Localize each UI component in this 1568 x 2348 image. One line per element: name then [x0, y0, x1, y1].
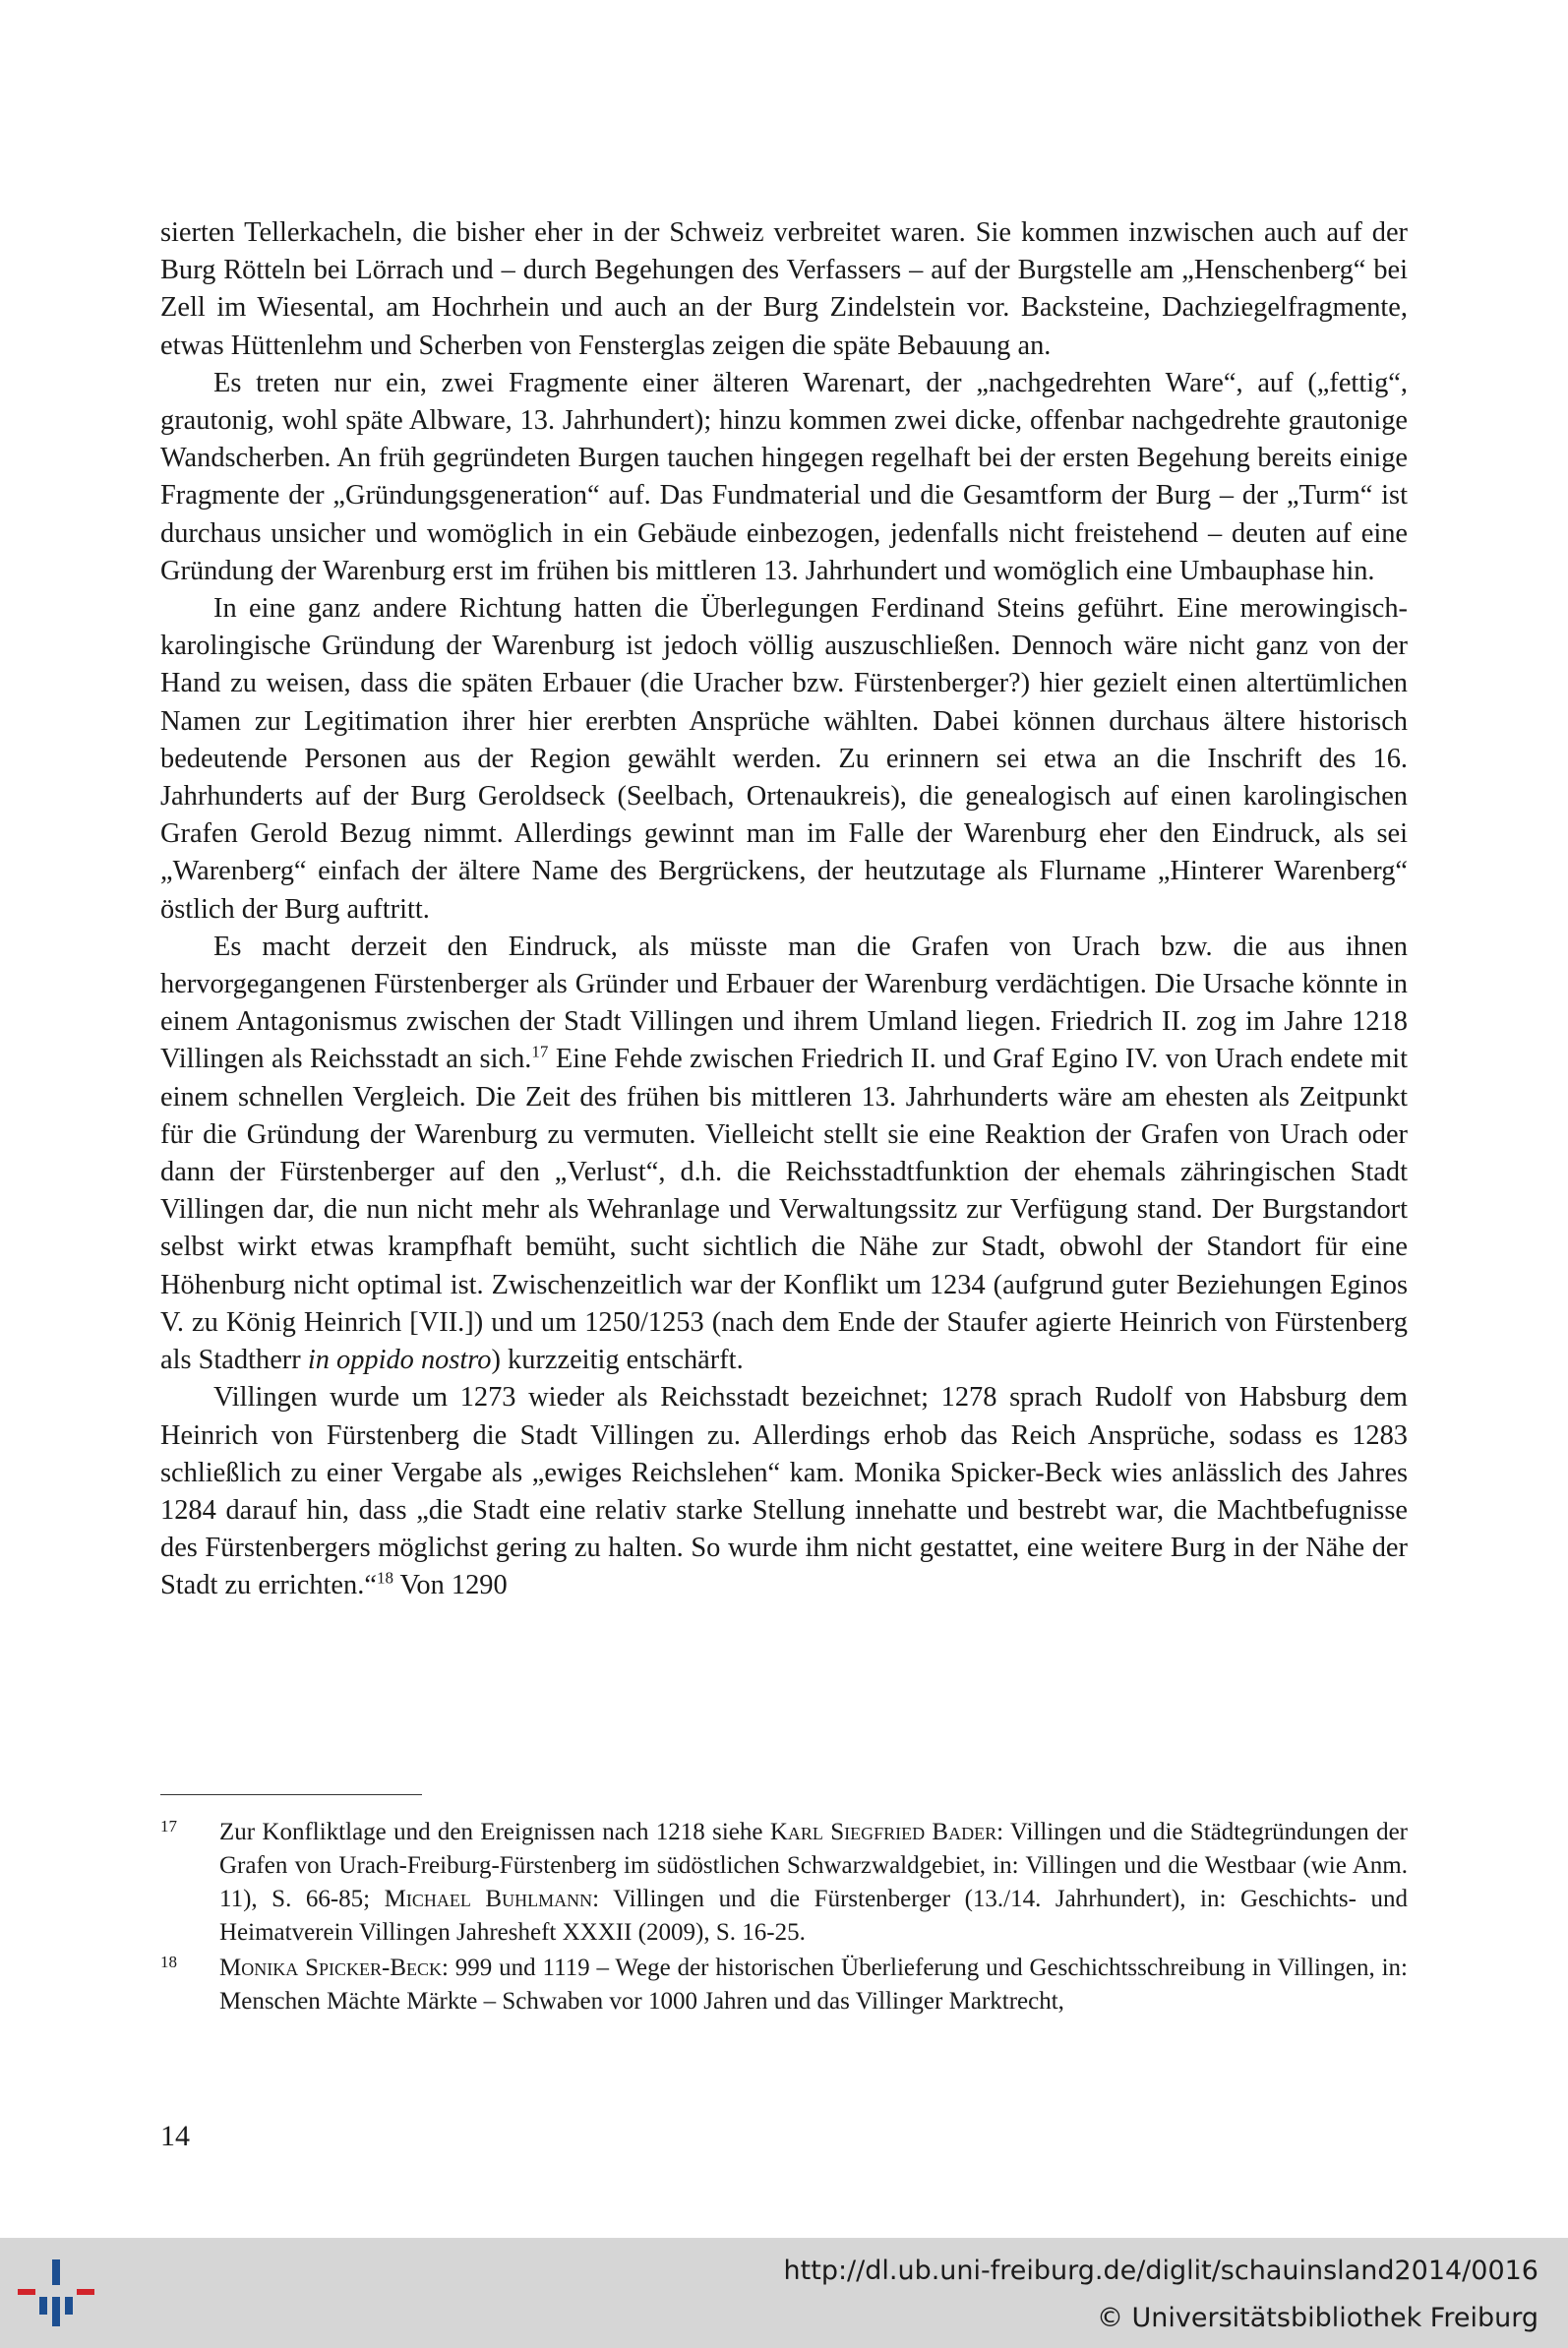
ub-freiburg-logo-icon[interactable] [14, 2254, 102, 2332]
paragraph-4 [160, 929, 1408, 1379]
footnote-text: Zur Konfliktlage und den Ereignissen nach 1218 siehe [219, 1819, 770, 1845]
paragraph-5-part-a: Villingen wurde um 1273 wieder als Reichsstadt bezeichnet; 1278 sprach Rudolf von Habsburg dem Heinrich von Fürstenberg die Stadt Villingen zu. Allerdings erhob das Reich Ansprüche, sodass es 1283 schließlich zu einer Vergabe als „ewiges Reichslehen“ kam. Monika Spicker-Beck wies anlässlich des Jahres 1284 darauf hin, dass „die Stadt eine relativ starke Stellung innehatte und bestrebt war, die Machtbefugnisse des Fürstenbergers möglichst gering zu halten. So wurde ihm nicht gestattet, eine weitere Burg in der Nähe der Stadt zu errichten.“ [160, 1382, 1408, 1601]
footnote-18 [160, 1952, 1408, 2018]
footnote-number: 17 [160, 1817, 177, 1836]
footnote-author: Michael Buhlmann [384, 1886, 593, 1912]
paragraph-2: Es treten nur ein, zwei Fragmente einer älteren Warenart, der „nachgedrehten Ware“, auf („fettig“, grautonig, wohl späte Albware, 13. Jahrhundert); hinzu kommen zwei dicke, offenbar nachgedrehte grautonige Wandscherben. An früh gegründeten Burgen tauchen hingegen regelhaft bei der ersten Begehung bereits einige Fragmente der „Gründungsgeneration“ auf. Das Fundmaterial und die Gesamtform der Burg – der „Turm“ ist durchaus unsicher und womöglich in ein Gebäude einbezogen, jedenfalls nicht freistehend – deuten auf eine Gründung der Warenburg erst im frühen bis mittleren 13. Jahrhundert und womöglich eine Umbauphase hin. [160, 367, 1408, 586]
paragraph-3: In eine ganz andere Richtung hatten die Überlegungen Ferdinand Steins geführt. Eine merowingisch-karolingische Gründung der Warenburg ist jedoch völlig auszuschließen. Dennoch wäre nicht ganz von der Hand zu weisen, dass die späten Erbauer (die Uracher bzw. Fürstenberger?) hier gezielt einen altertümlichen Namen zur Legitimation ihrer hier ererbten Ansprüche wählten. Dabei können durchaus ältere historisch bedeutende Personen aus der Region gewählt werden. Zu erinnern sei etwa an die Inschrift des 16. Jahrhunderts auf der Burg Geroldseck (Seelbach, Ortenaukreis), die genealogisch auf einen karolingischen Grafen Gerold Bezug nimmt. Allerdings gewinnt man im Falle der Warenburg eher den Eindruck, als sei „Warenberg“ einfach der ältere Name des Bergrückens, der heutzutage als Flurname „Hinterer Warenberg“ östlich der Burg auftritt. [160, 593, 1408, 925]
body-text [160, 214, 1408, 1605]
footnotes [160, 1816, 1408, 2020]
footer-bar [0, 2238, 1568, 2348]
footnote-text: : Villingen und die Fürstenberger (13./14. Jahrhundert), in: Geschichts- und Heimatverein Villingen Jahresheft XXXII (2009), S. 16-25. [219, 1886, 1408, 1946]
paragraph-1: sierten Tellerkacheln, die bisher eher in der Schweiz verbreitet waren. Sie kommen inzwischen auch auf der Burg Rötteln bei Lörrach und – durch Begehungen des Verfassers – auf der Burgstelle am „Henschenberg“ bei Zell im Wiesental, am Hochrhein und auch an der Burg Zindelstein vor. Backsteine, Dachziegelfragmente, etwas Hüttenlehm und Scherben von Fensterglas zeigen die späte Bebauung an. [160, 217, 1408, 361]
footnote-ref-17[interactable]: 17 [531, 1043, 549, 1061]
paragraph-5-part-b: Von 1290 [392, 1570, 508, 1601]
paragraph-4-italic: in oppido nostro [307, 1345, 492, 1376]
footnote-17 [160, 1816, 1408, 1950]
footnote-text: : 999 und 1119 – Wege der historischen Überlieferung und Geschichtsschreibung in Villingen, in: Menschen Mächte Märkte – Schwaben vor 1000 Jahren und das Villinger Marktrecht, [219, 1955, 1408, 2015]
footnote-author: Monika Spicker-Beck [219, 1955, 442, 1981]
footnote-number: 18 [160, 1953, 177, 1971]
copyright-notice: © Universitätsbibliothek Freiburg [1096, 2303, 1538, 2333]
footnote-divider [160, 1794, 422, 1795]
footnote-text: : Villingen und die Städtegründungen der Grafen von Urach-Freiburg-Fürstenberg im südöstlichen Schwarzwaldgebiet, in: Villingen und die Westbaar (wie Anm. 11), S. 66-85; [219, 1819, 1408, 1912]
page-number: 14 [160, 2120, 190, 2152]
paragraph-4-part-c: ) kurzzeitig entschärft. [491, 1345, 744, 1376]
footnote-author: Karl Siegfried Bader [769, 1819, 997, 1845]
paragraph-4-part-b: Eine Fehde zwischen Friedrich II. und Graf Egino IV. von Urach endete mit einem schnellen Vergleich. Die Zeit des frühen bis mittleren 13. Jahrhunderts wäre am ehesten als Zeitpunkt für die Gründung der Warenburg zu vermuten. Vielleicht stellt sie eine Reaktion der Grafen von Urach oder dann der Fürstenberger auf den „Verlust“, d.h. die Reichsstadtfunktion der ehemals zähringischen Stadt Villingen dar, die nun nicht mehr als Wehranlage und Verwaltungssitz zur Verfügung stand. Der Burgstandort selbst wirkt etwas krampfhaft bemüht, sucht sichtlich die Nähe zur Stadt, obwohl der Standort für eine Höhenburg nicht optimal ist. Zwischenzeitlich war der Konflikt um 1234 (aufgrund guter Beziehungen Eginos V. zu König Heinrich [VII.]) und um 1250/1253 (nach dem Ende der Staufer agierte Heinrich von Fürstenberg als Stadtherr [160, 1044, 1408, 1376]
footnote-ref-18[interactable]: 18 [376, 1568, 393, 1588]
paragraph-4-part-a: Es macht derzeit den Eindruck, als müsste man die Grafen von Urach bzw. die aus ihnen hervorgegangenen Fürstenberger als Gründer und Erbauer der Warenburg verdächtigen. Die Ursache könnte in einem Antagonismus zwischen der Stadt Villingen und ihrem Umland liegen. Friedrich II. zog im Jahre 1218 Villingen als Reichsstadt an sich. [160, 931, 1408, 1075]
paragraph-5 [160, 1379, 1408, 1604]
permalink-url[interactable]: http://dl.ub.uni-freiburg.de/diglit/schauinsland2014/0016 [783, 2256, 1538, 2286]
